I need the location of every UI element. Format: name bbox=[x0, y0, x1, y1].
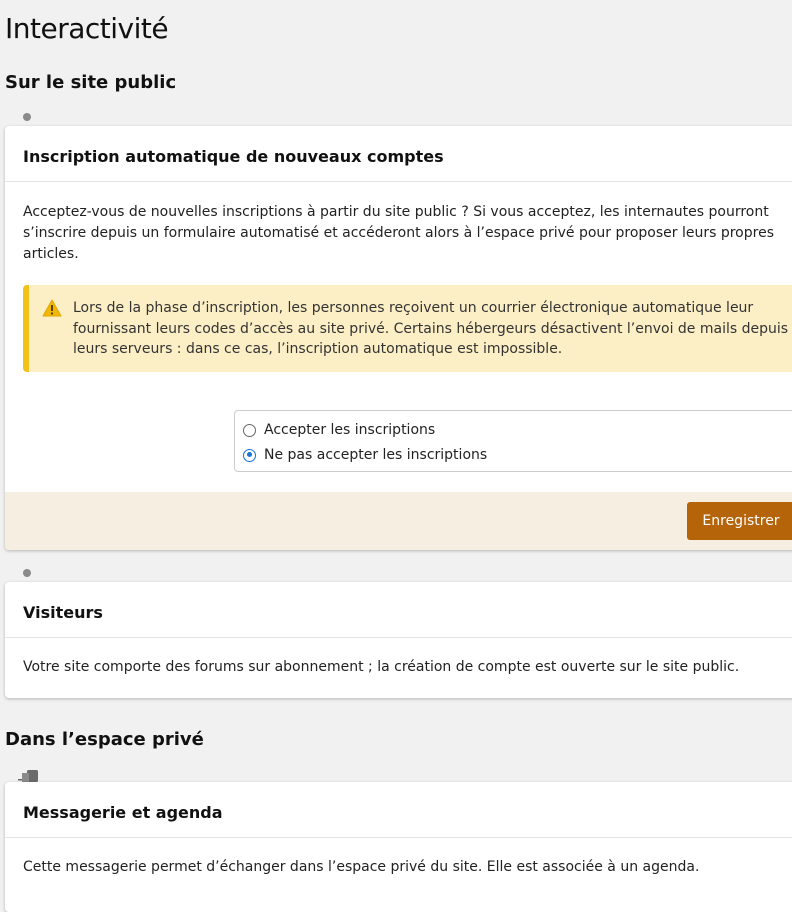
inscription-footer bbox=[5, 492, 792, 550]
messagerie-box bbox=[5, 782, 792, 912]
visiteurs-text: Votre site comporte des forums sur abonnement ; la création de compte est ouverte sur le site public. bbox=[23, 659, 740, 675]
section-heading-private: Dans l’espace privé bbox=[5, 729, 204, 750]
inscription-notice bbox=[23, 285, 792, 372]
messagerie-body bbox=[5, 838, 792, 878]
visiteurs-body bbox=[5, 638, 792, 678]
inscription-intro: Acceptez-vous de nouvelles inscriptions à partir du site public ? Si vous acceptez, les internautes pourront s’inscrire depuis un formulaire automatisé et accéderont alors à l’espace privé pour proposer leurs propres articles. bbox=[23, 204, 774, 262]
notice-text: Lors de la phase d’inscription, les personnes reçoivent un courrier électronique automatique leur fournissant leurs codes d’accès au site privé. Certains hébergeurs désactivent l’envoi de mails depuis leurs serveurs : dans ce cas, l’inscription automatique est impossible. bbox=[73, 300, 789, 357]
messagerie-title: Messagerie et agenda bbox=[23, 803, 223, 822]
warning-icon bbox=[42, 299, 62, 317]
save-button[interactable]: Enregistrer bbox=[687, 502, 792, 540]
option-refuse-label: Ne pas accepter les inscriptions bbox=[264, 447, 488, 463]
option-refuse[interactable] bbox=[243, 444, 487, 466]
visiteurs-title: Visiteurs bbox=[23, 603, 103, 622]
inscription-box bbox=[5, 126, 792, 550]
option-accept-label: Accepter les inscriptions bbox=[264, 422, 436, 438]
page-title: Interactivité bbox=[5, 12, 169, 45]
messagerie-text: Cette messagerie permet d’échanger dans l’espace privé du site. Elle est associée à un agenda. bbox=[23, 859, 700, 875]
inscription-body bbox=[5, 182, 792, 372]
visiteurs-box bbox=[5, 582, 792, 698]
inscription-title: Inscription automatique de nouveaux comptes bbox=[23, 147, 444, 166]
inscription-header bbox=[5, 126, 792, 182]
inscription-radio-group bbox=[234, 410, 792, 472]
radio-refuse[interactable] bbox=[243, 449, 256, 462]
option-accept[interactable] bbox=[243, 419, 435, 441]
messagerie-header bbox=[5, 782, 792, 838]
radio-accept[interactable] bbox=[243, 424, 256, 437]
visiteurs-header bbox=[5, 582, 792, 638]
section-heading-public: Sur le site public bbox=[5, 72, 177, 93]
